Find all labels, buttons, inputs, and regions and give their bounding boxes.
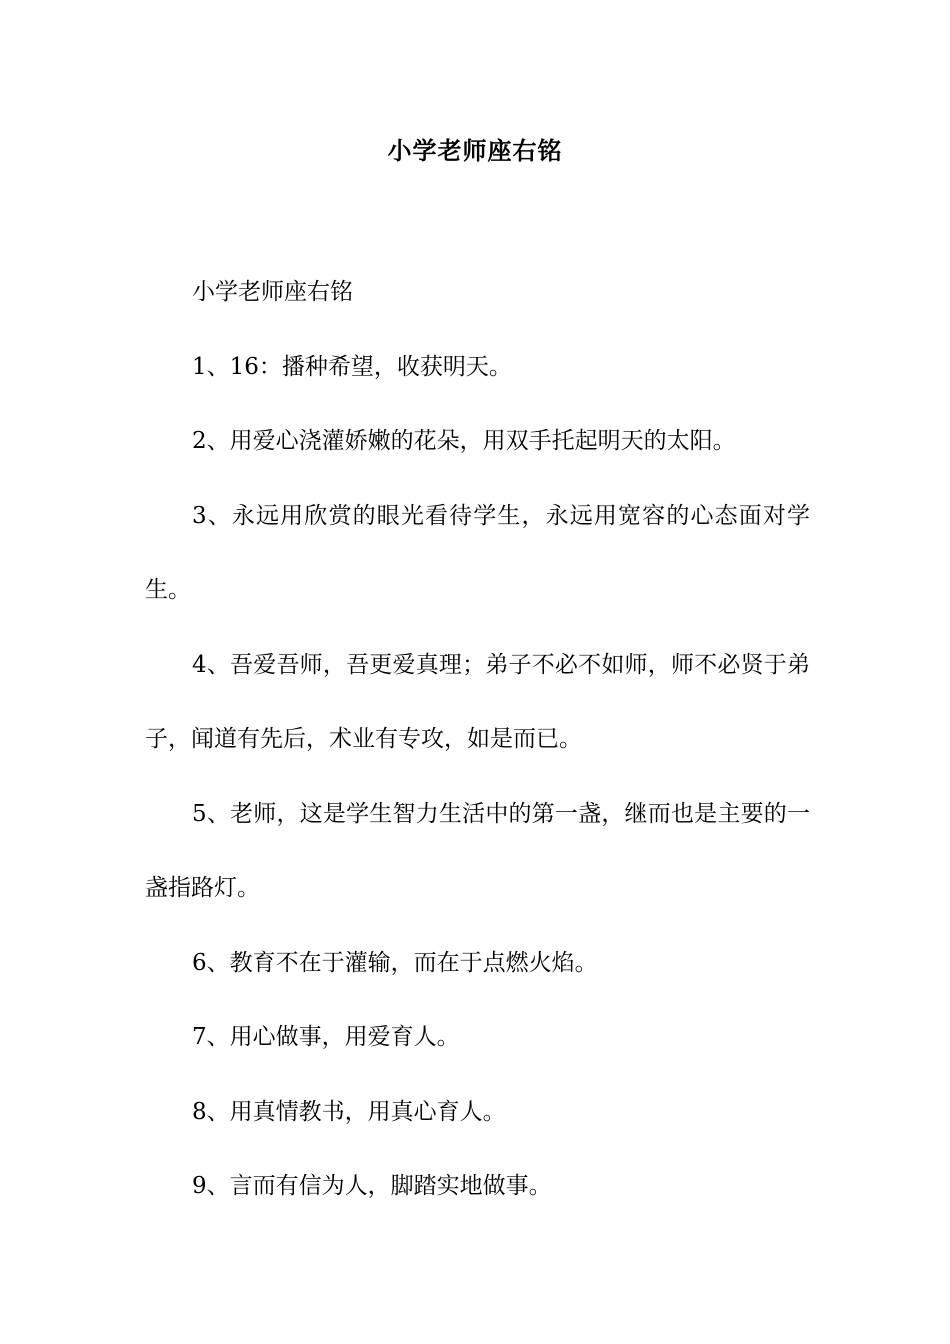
document-body bbox=[145, 255, 810, 1224]
paragraph-subtitle: 小学老师座右铭 bbox=[192, 279, 353, 305]
paragraph-item-8: 8、用真情教书，用真心育人。 bbox=[192, 1098, 506, 1125]
paragraph-item-6: 6、教育不在于灌输，而在于点燃火焰。 bbox=[192, 949, 598, 976]
paragraph-item-1: 1、16：播种希望，收获明天。 bbox=[192, 353, 512, 380]
paragraph-item-4: 4、吾爱吾师，吾更爱真理；弟子不必不如师，师不必贤于弟子，闻道有先后，术业有专攻，如是而已。 bbox=[145, 651, 810, 752]
paragraph-item-2: 2、用爱心浇灌娇嫩的花朵，用双手托起明天的太阳。 bbox=[192, 428, 736, 454]
page-title: 小学老师座右铭 bbox=[387, 136, 563, 165]
paragraph-item-7: 7、用心做事，用爱育人。 bbox=[192, 1024, 460, 1050]
paragraph-item-9: 9、言而有信为人，脚踏实地做事。 bbox=[192, 1173, 552, 1199]
paragraph-item-5: 5、老师，这是学生智力生活中的第一盏，继而也是主要的一盏指路灯。 bbox=[145, 800, 810, 901]
paragraph-item-3: 3、永远用欣赏的眼光看待学生，永远用宽容的心态面对学生。 bbox=[145, 502, 810, 603]
